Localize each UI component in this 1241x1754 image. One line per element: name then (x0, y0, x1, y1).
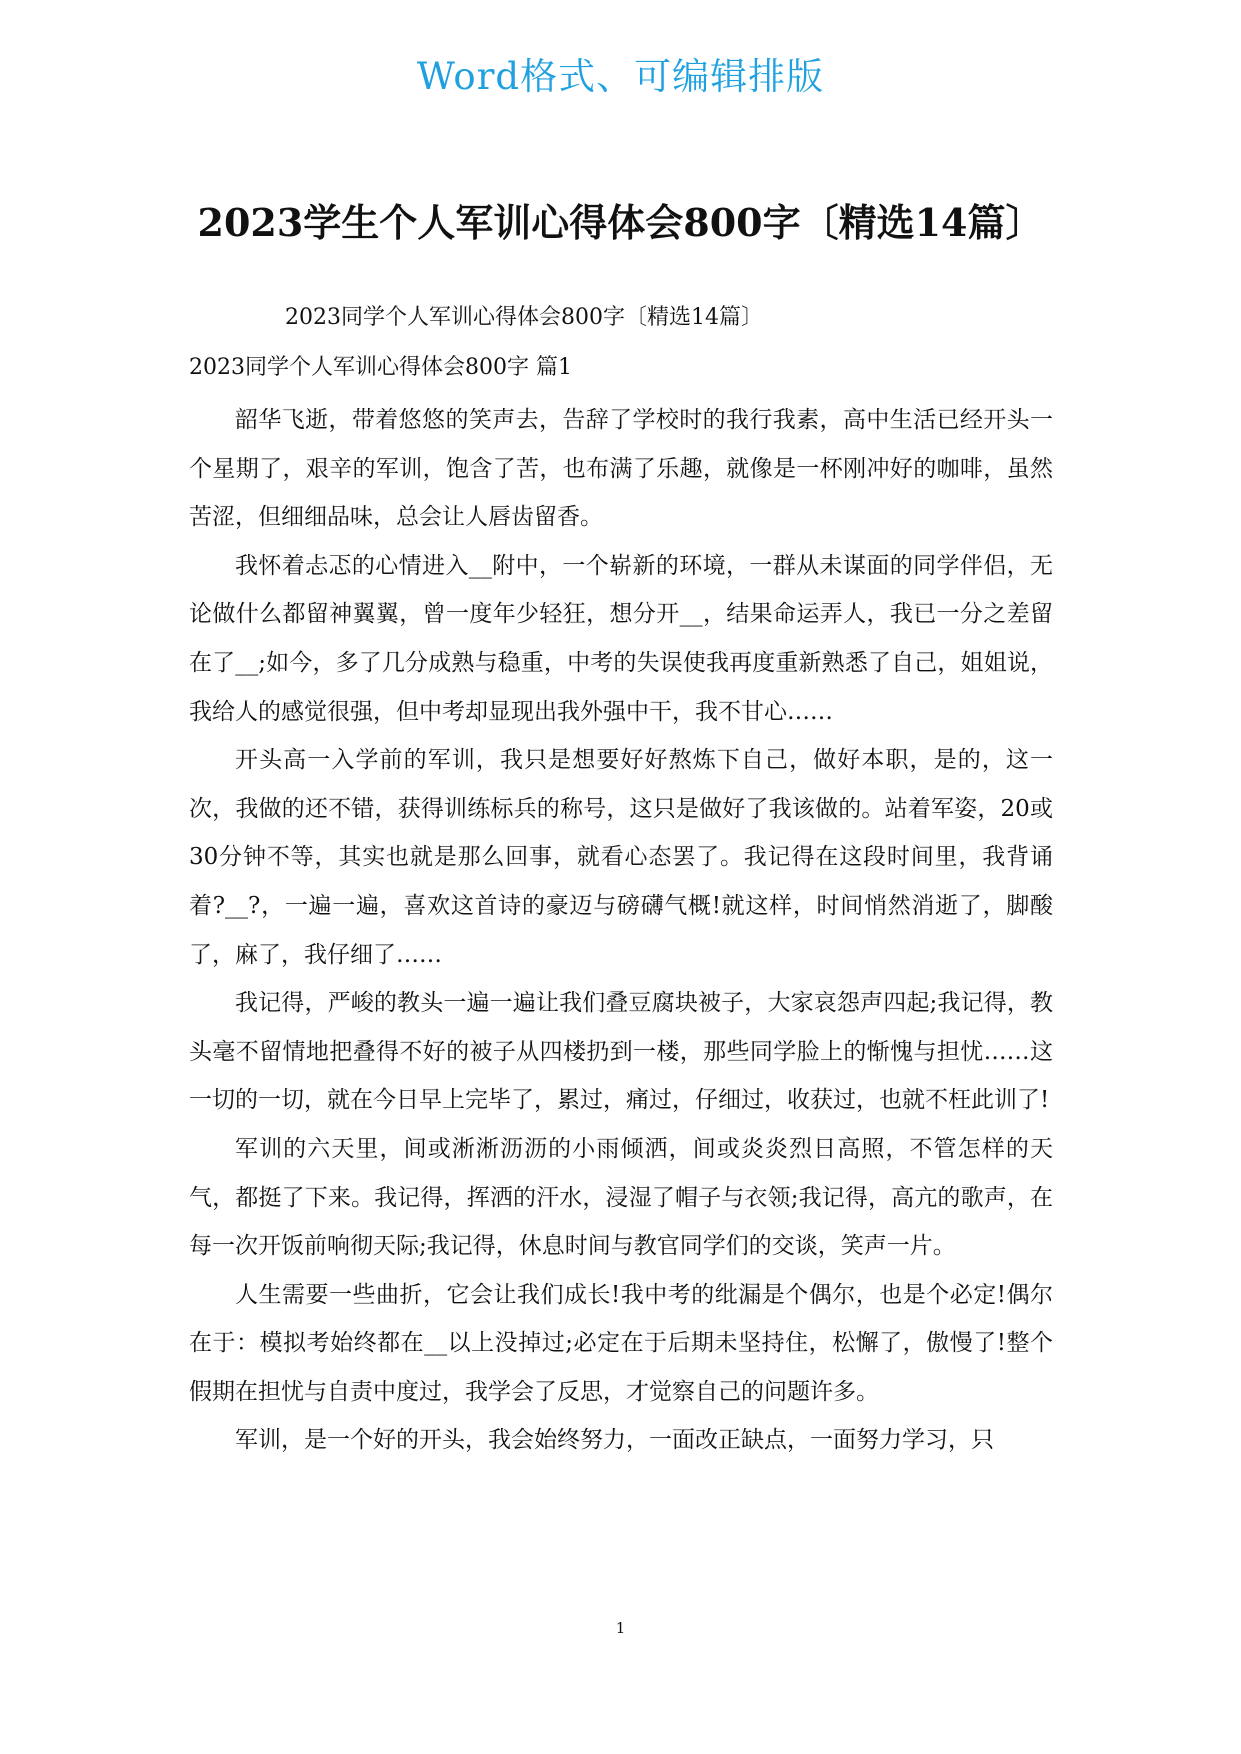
body-paragraph: 军训，是一个好的开头，我会始终努力，一面改正缺点，一面努力学习，只 (235, 1427, 994, 1454)
body-paragraph: 人生需要一些曲折，它会让我们成长!我中考的纰漏是个偶尔，也是个必定!偶尔在于：模拟考始终都在__以上没掉过;必定在于后期未坚持住，松懈了，傲慢了!整个假期在担忧与自责中度过，我学会了反思，才觉察自己的问题许多。 (189, 1281, 1053, 1405)
body-paragraph: 我怀着忐忑的心情进入__附中，一个崭新的环境，一群从未谋面的同学伴侣，无论做什么都留神翼翼，曾一度年少轻狂，想分开__，结果命运弄人，我已一分之差留在了__;如今，多了几分成熟与稳重，中考的失误使我再度重新熟悉了自己，姐姐说，我给人的感觉很强，但中考却显现出我外强中干，我不甘心…… (189, 552, 1053, 725)
document-body (189, 396, 1053, 1465)
word-format-banner: Word格式、可编辑排版 (416, 55, 825, 98)
document-subtitle: 2023同学个人军训心得体会800字〔精选14篇〕 (285, 305, 763, 330)
page-number: 1 (615, 1619, 626, 1637)
document-title: 2023学生个人军训心得体会800字〔精选14篇〕 (197, 200, 1044, 245)
body-paragraph: 军训的六天里，间或淅淅沥沥的小雨倾洒，间或炎炎烈日高照，不管怎样的天气，都挺了下来。我记得，挥洒的汗水，浸湿了帽子与衣领;我记得，高亢的歌声，在每一次开饭前响彻天际;我记得，休息时间与教官同学们的交谈，笑声一片。 (189, 1135, 1053, 1260)
body-paragraph: 我记得，严峻的教头一遍一遍让我们叠豆腐块被子，大家哀怨声四起;我记得，教头毫不留情地把叠得不好的被子从四楼扔到一楼，那些同学脸上的惭愧与担忧……这一切的一切，就在今日早上完毕了，累过，痛过，仔细过，收获过，也就不枉此训了! (189, 990, 1053, 1114)
body-paragraph: 韶华飞逝，带着悠悠的笑声去，告辞了学校时的我行我素，高中生活已经开头一个星期了，艰辛的军训，饱含了苦，也布满了乐趣，就像是一杯刚冲好的咖啡，虽然苦涩，但细细品味，总会让人唇齿留香。 (189, 407, 1053, 531)
body-paragraph: 开头高一入学前的军训，我只是想要好好熬炼下自己，做好本职，是的，这一次，我做的还不错，获得训练标兵的称号，这只是做好了我该做的。站着军姿，20或30分钟不等，其实也就是那么回事，就看心态罢了。我记得在这段时间里，我背诵着?__?，一遍一遍，喜欢这首诗的豪迈与磅礴气概!就这样，时间悄然消逝了，脚酸了，麻了，我仔细了…… (189, 747, 1053, 968)
section-heading: 2023同学个人军训心得体会800字 篇1 (189, 355, 572, 380)
